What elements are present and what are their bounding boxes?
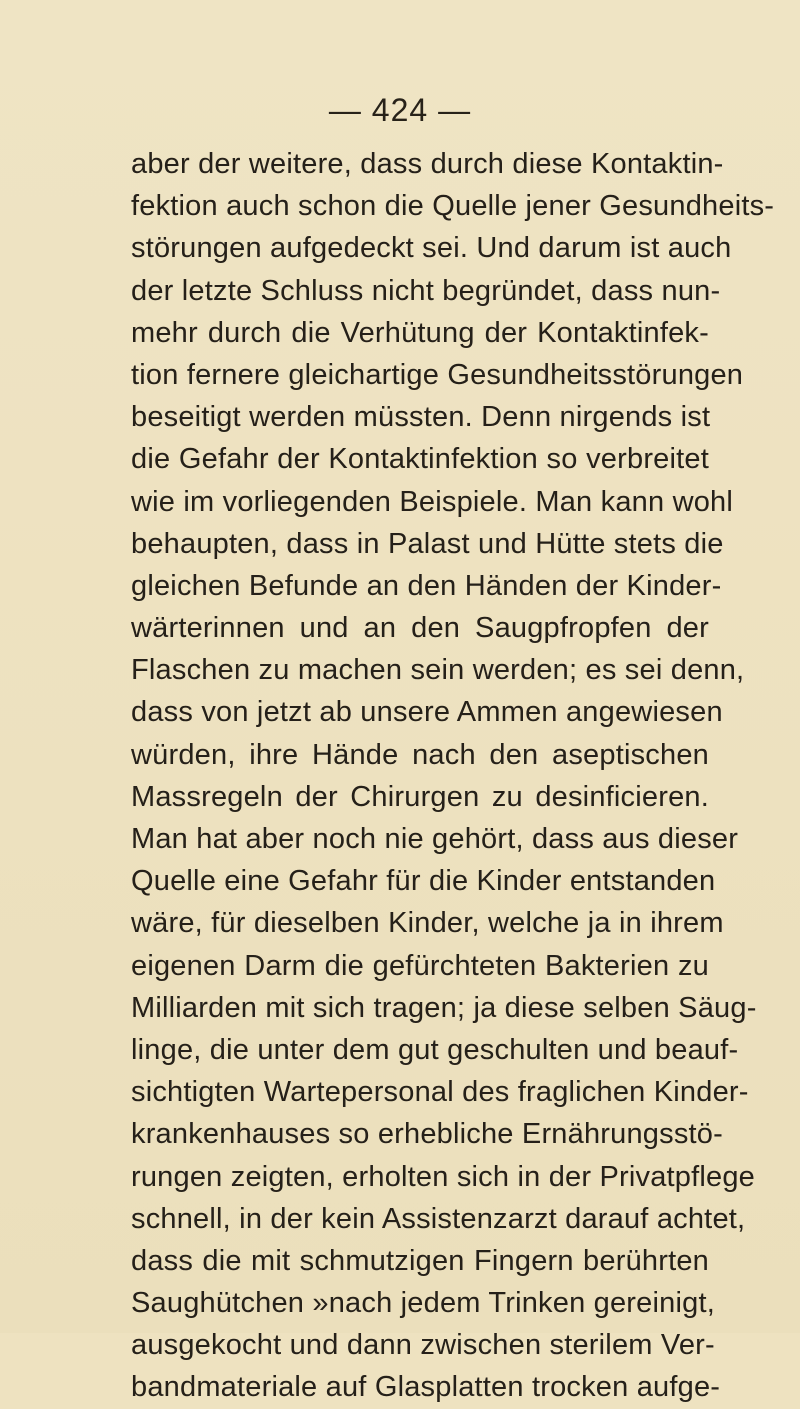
text-line: wäre, für dieselben Kinder, welche ja in ihrem <box>131 907 724 940</box>
text-line: schnell, in der kein Assistenzarzt darauf achtet, <box>131 1202 746 1235</box>
text-line: eigenen Darm die gefürchteten Bakterien zu <box>131 949 709 982</box>
text-line: störungen aufgedeckt sei. Und darum ist auch <box>131 232 732 265</box>
text-line: Man hat aber noch nie gehört, dass aus dieser <box>131 823 739 855</box>
text-line: behaupten, dass in Palast und Hütte stets die <box>131 527 724 560</box>
text-line: würden, ihre Hände nach den aseptischen <box>131 738 709 771</box>
text-line: linge, die unter dem gut geschulten und beauf- <box>131 1033 739 1066</box>
text-line: sichtigten Wartepersonal des fraglichen Kinder- <box>131 1076 749 1109</box>
text-line: der letzte Schluss nicht begründet, dass nun- <box>131 274 721 307</box>
text-line: fektion auch schon die Quelle jener Gesundheits- <box>131 190 775 223</box>
text-line: rungen zeigten, erholten sich in der Privatpflege <box>131 1160 756 1193</box>
text-line: wärterinnen und an den Saugpfropfen der <box>131 612 709 645</box>
text-line: aber der weitere, dass durch diese Kontaktin- <box>131 148 724 180</box>
text-line: ausgekocht und dann zwischen sterilem Ver- <box>131 1329 715 1362</box>
body-text <box>131 143 775 1409</box>
text-line: die Gefahr der Kontaktinfektion so verbreitet <box>131 443 709 476</box>
text-line: Milliarden mit sich tragen; ja diese selben Säug- <box>131 991 757 1024</box>
page-number: — 424 — <box>328 92 472 128</box>
text-line: Quelle eine Gefahr für die Kinder entstanden <box>131 865 716 898</box>
text-line: bandmateriale auf Glasplatten trocken aufge- <box>131 1371 721 1404</box>
text-line: dass von jetzt ab unsere Ammen angewiesen <box>131 696 723 729</box>
text-line: mehr durch die Verhütung der Kontaktinfek- <box>131 316 709 349</box>
text-line: krankenhauses so erhebliche Ernährungsstö- <box>131 1118 723 1151</box>
text-line: dass die mit schmutzigen Fingern berührten <box>131 1244 709 1277</box>
text-line: tion fernere gleichartige Gesundheitsstörungen <box>131 358 744 391</box>
text-line: beseitigt werden müssten. Denn nirgends ist <box>131 401 711 434</box>
text-line: wie im vorliegenden Beispiele. Man kann wohl <box>131 485 734 518</box>
text-line: Flaschen zu machen sein werden; es sei denn, <box>131 654 745 687</box>
text-line: Saughütchen »nach jedem Trinken gereinigt, <box>131 1287 715 1320</box>
text-line: gleichen Befunde an den Händen der Kinder- <box>131 569 722 602</box>
text-line: Massregeln der Chirurgen zu desinficieren. <box>131 780 709 813</box>
